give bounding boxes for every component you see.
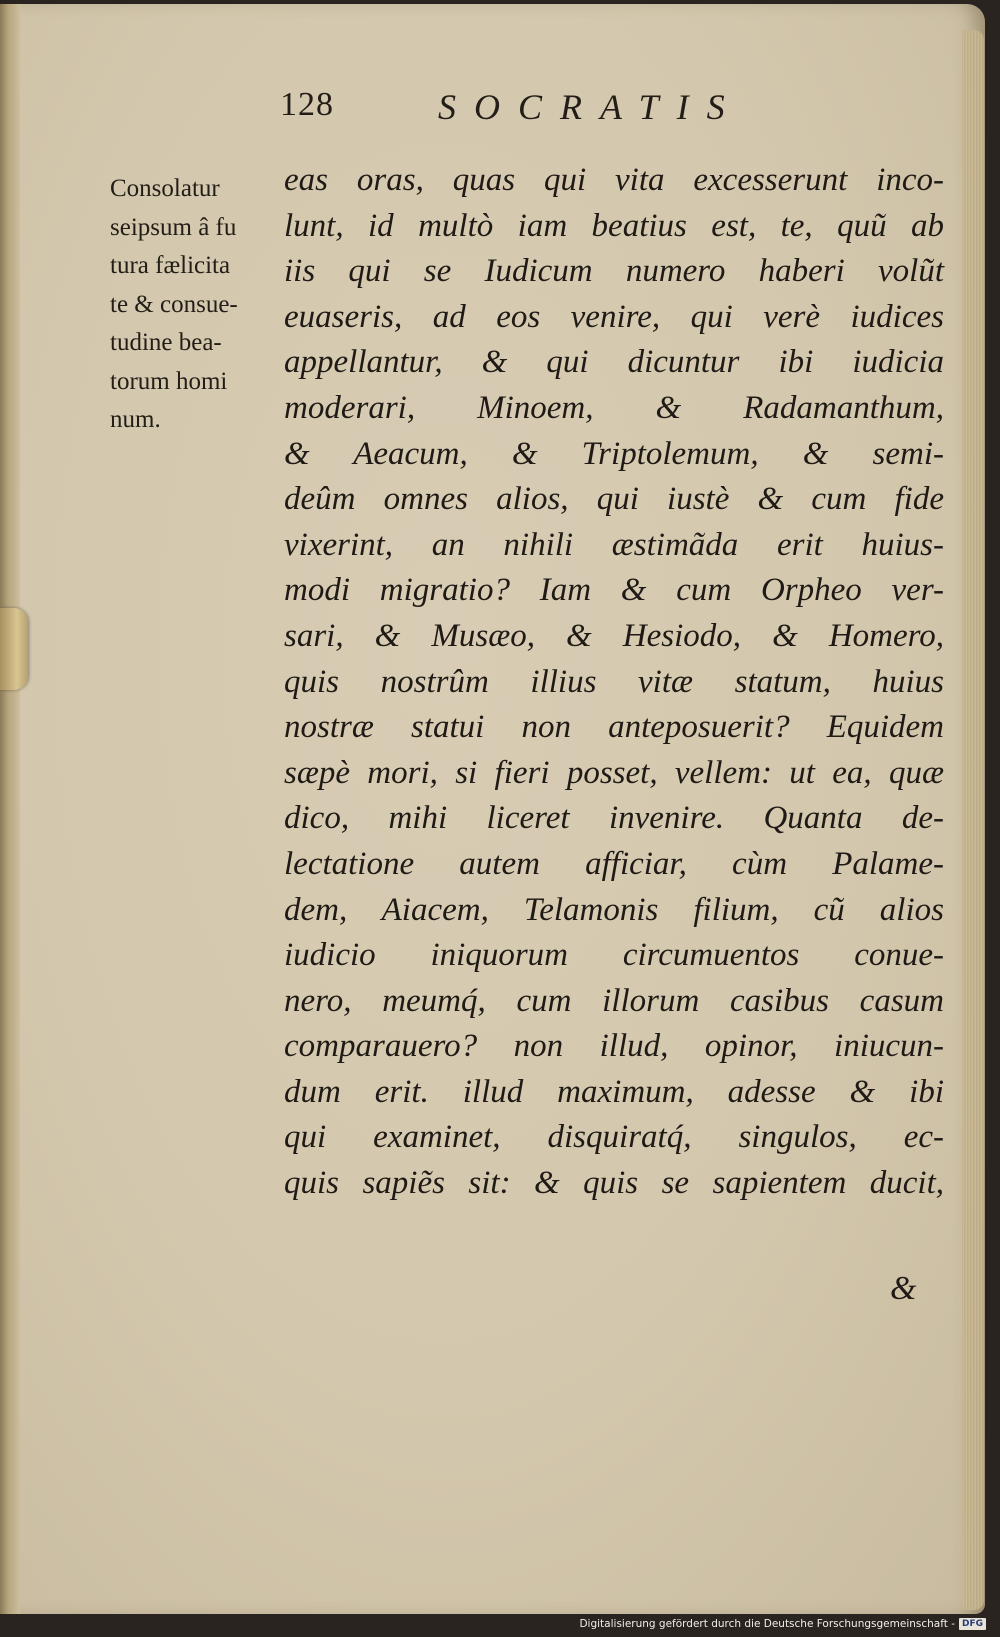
text-line: sari, & Musæo, & Hesiodo, & Homero, bbox=[284, 617, 944, 654]
text-line: dico, mihi liceret invenire. Quanta de- bbox=[284, 800, 944, 837]
footer-text: Digitalisierung gefördert durch die Deutsche Forschungsgemeinschaft - bbox=[579, 1618, 955, 1630]
page-header bbox=[280, 86, 800, 136]
page-number: 128 bbox=[280, 86, 334, 123]
marginal-note-line: seipsum â fu bbox=[110, 213, 237, 241]
text-line: quis sapiẽs sit: & quis se sapientem ducit, bbox=[284, 1165, 944, 1202]
running-title: SOCRATIS bbox=[438, 87, 743, 127]
text-line: dum erit. illud maximum, adesse & ibi bbox=[284, 1073, 944, 1110]
marginal-note-line: te & consue- bbox=[110, 290, 238, 318]
text-line: appellantur, & qui dicuntur ibi iudicia bbox=[284, 344, 944, 381]
text-line: dem, Aiacem, Telamonis filium, cũ alios bbox=[284, 891, 944, 928]
text-line: moderari, Minoem, & Radamanthum, bbox=[284, 389, 944, 426]
text-line: quis nostrûm illius vitæ statum, huius bbox=[284, 663, 944, 700]
marginal-note-line: tura fælicita bbox=[110, 252, 231, 279]
marginal-note-line: num. bbox=[110, 406, 161, 433]
marginal-note bbox=[110, 170, 280, 440]
text-line: iis qui se Iudicum numero haberi volũt bbox=[284, 253, 944, 290]
text-line: & Aeacum, & Triptolemum, & semi- bbox=[284, 435, 944, 472]
marginal-note-line: Consolatur bbox=[110, 175, 220, 202]
text-line: nostræ statui non anteposuerit? Equidem bbox=[284, 709, 944, 746]
text-line: iudicio iniquorum circumuentos conue- bbox=[284, 937, 944, 974]
text-line: nero, meumq́, cum illorum casibus casum bbox=[284, 982, 944, 1019]
body-text bbox=[284, 158, 944, 1207]
text-line: lectatione autem afficiar, cùm Palame- bbox=[284, 845, 944, 882]
text-line: sæpè mori, si fieri posset, vellem: ut ea, quæ bbox=[284, 754, 944, 791]
page-gutter bbox=[0, 4, 20, 1614]
text-line: vixerint, an nihili æstimãda erit huius- bbox=[284, 526, 944, 563]
marginal-note-line: torum homi bbox=[110, 367, 228, 395]
page-edge bbox=[962, 30, 984, 1610]
text-line: euaseris, ad eos venire, qui verè iudices bbox=[284, 298, 944, 335]
text-line: lunt, id multò iam beatius est, te, quũ ab bbox=[284, 207, 944, 244]
marginal-note-line: tudine bea- bbox=[110, 329, 222, 356]
text-line: modi migratio? Iam & cum Orpheo ver- bbox=[284, 572, 944, 609]
text-line: eas oras, quas qui vita excesserunt inco- bbox=[284, 162, 944, 198]
book-clasp bbox=[0, 608, 28, 690]
digitization-footer bbox=[579, 1617, 986, 1631]
text-line: qui examinet, disquiratq́, singulos, ec- bbox=[284, 1119, 944, 1156]
text-line: deûm omnes alios, qui iustè & cum fide bbox=[284, 481, 944, 518]
text-line: comparauero? non illud, opinor, iniucun- bbox=[284, 1028, 944, 1065]
catchword: & bbox=[890, 1270, 917, 1307]
dfg-logo-icon: DFG bbox=[959, 1618, 986, 1630]
